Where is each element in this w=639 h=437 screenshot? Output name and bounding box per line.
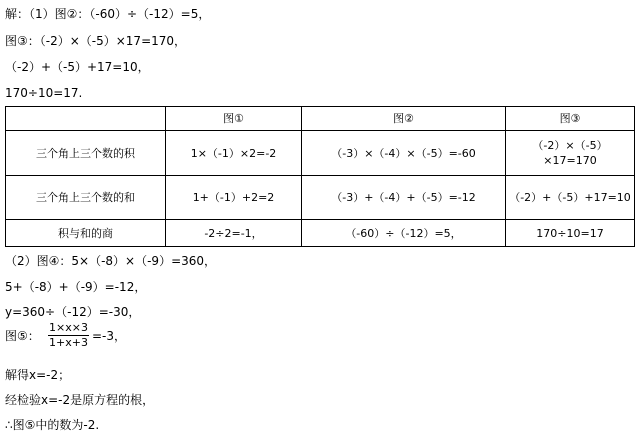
table-row	[6, 131, 635, 176]
table-cell: （-60）÷（-12）=5，	[302, 220, 506, 247]
table-cell: （-3）+（-4）+（-5）=-12	[302, 176, 506, 220]
table-cell: 170÷10=17	[506, 220, 635, 247]
solution2-line-5: 解得x=-2；	[5, 368, 71, 382]
solution2-line-3: y=360÷（-12）=-30，	[5, 305, 141, 319]
solution2-line-7: ∴图⑤中的数为-2.	[5, 418, 100, 432]
table-cell: 三个角上三个数的积	[6, 131, 166, 176]
solution2-line-2: 5+（-8）+（-9）=-12，	[5, 280, 147, 294]
solution2-line-1: （2）图④：5×（-8）×（-9）=360，	[5, 254, 217, 268]
table-cell: 1×（-1）×2=-2	[166, 131, 302, 176]
results-table	[5, 106, 635, 247]
solution-line-3: （-2）+（-5）+17=10，	[5, 60, 150, 74]
table-cell: 积与和的商	[6, 220, 166, 247]
table-cell: -2÷2=-1，	[166, 220, 302, 247]
table-cell: （-2）+（-5）+17=10	[506, 176, 635, 220]
table-cell: 三个角上三个数的和	[6, 176, 166, 220]
table-header-cell: 图③	[506, 107, 635, 131]
table-row	[6, 220, 635, 247]
fraction-expression	[48, 322, 89, 349]
table-cell: （-2）×（-5）×17=170	[506, 131, 635, 176]
figure5-label: 图⑤：	[5, 329, 40, 343]
table-cell: （-3）×（-4）×（-5）=-60	[302, 131, 506, 176]
solution-line-1: 解：（1）图②：（-60）÷（-12）=5，	[5, 7, 211, 21]
solution2-line-6: 经检验x=-2是原方程的根，	[5, 393, 155, 407]
table-header-cell: 图②	[302, 107, 506, 131]
fraction-denominator: 1+x+3	[49, 336, 88, 349]
table-header-row	[6, 107, 635, 131]
solution-line-4: 170÷10=17.	[5, 86, 83, 100]
table-cell: 1+（-1）+2=2	[166, 176, 302, 220]
fraction-result: =-3，	[92, 329, 127, 343]
table-header-cell: 图①	[166, 107, 302, 131]
table-row	[6, 176, 635, 220]
fraction-numerator: 1×x×3	[49, 321, 88, 334]
solution-line-2: 图③：（-2）×（-5）×17=170，	[5, 34, 187, 48]
table-header-cell	[6, 107, 166, 131]
